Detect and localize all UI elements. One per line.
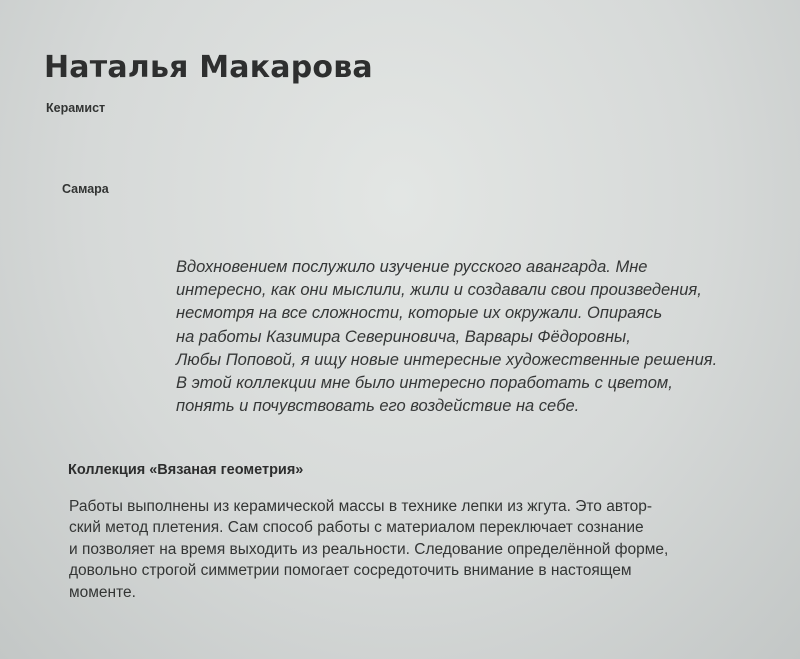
description-line: Работы выполнены из керамической массы в технике лепки из жгута. Это автор- bbox=[69, 498, 653, 515]
description-line: и позволяет на время выходить из реальности. Следование определённой форме, bbox=[69, 540, 669, 558]
statement-line: Любы Поповой, я ищу новые интересные художественные решения. bbox=[176, 350, 718, 369]
artist-city: Самара bbox=[62, 182, 109, 196]
statement-line: несмотря на все сложности, которые их окружали. Опираясь bbox=[176, 304, 663, 323]
artist-name: Наталья Макарова bbox=[44, 50, 373, 85]
statement-line: интересно, как они мыслили, жили и создавали свои произведения, bbox=[176, 281, 702, 300]
description-line: моменте. bbox=[69, 583, 136, 601]
artist-statement bbox=[176, 256, 776, 418]
statement-line: понять и почувствовать его воздействие на себе. bbox=[176, 397, 580, 416]
collection-title: Коллекция «Вязаная геометрия» bbox=[68, 462, 304, 478]
statement-line: В этой коллекции мне было интересно поработать с цветом, bbox=[176, 374, 673, 393]
statement-line: Вдохновением послужило изучение русского авангарда. Мне bbox=[176, 258, 648, 276]
collection-description bbox=[69, 496, 779, 603]
artist-role: Керамист bbox=[46, 101, 106, 115]
description-line: довольно строгой симметрии помогает сосредоточить внимание в настоящем bbox=[69, 562, 632, 580]
description-line: ский метод плетения. Сам способ работы с материалом переключает сознание bbox=[69, 519, 644, 537]
statement-line: на работы Казимира Севериновича, Варвары Фёдоровны, bbox=[176, 327, 631, 346]
